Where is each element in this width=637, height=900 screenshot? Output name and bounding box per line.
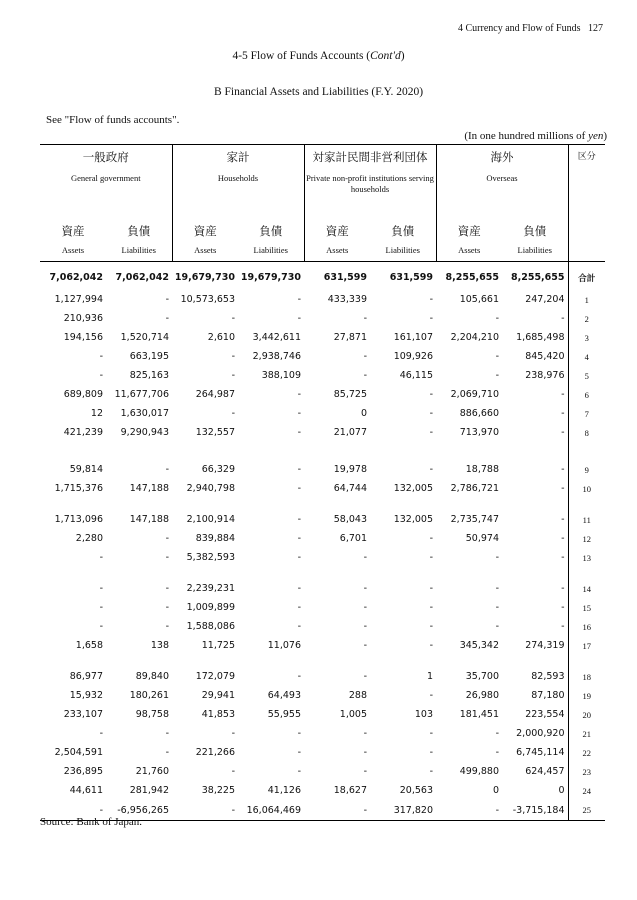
source-note: Source: Bank of Japan.	[40, 816, 143, 828]
table-cell: -	[297, 728, 301, 739]
table-cell: 689,809	[63, 389, 103, 400]
table-cell: 41,126	[267, 785, 301, 796]
table-cell: 89,840	[135, 671, 169, 682]
table-cell: -	[165, 294, 169, 305]
table-cell: 288	[348, 690, 367, 701]
table-row	[40, 617, 605, 636]
table-cell: -	[297, 483, 301, 494]
liab-jp: 負債	[391, 226, 415, 238]
table-cell: 1,630,017	[120, 408, 169, 419]
liab-en: Liabilities	[385, 245, 420, 255]
table-cell: -	[297, 427, 301, 438]
table-cell: 44,611	[69, 785, 103, 796]
row-key: 16	[568, 617, 605, 636]
row-key: 24	[568, 781, 605, 800]
table-cell: -	[297, 389, 301, 400]
table-cell: -	[297, 514, 301, 525]
row-key: 22	[568, 743, 605, 762]
table-cell: 839,884	[195, 533, 235, 544]
table-cell: -	[297, 552, 301, 563]
table-cell: 172,079	[195, 671, 235, 682]
table-cell: 109,926	[393, 351, 433, 362]
table-cell: 85,725	[333, 389, 367, 400]
row-key: 23	[568, 762, 605, 781]
assets-en: Assets	[436, 239, 502, 262]
table-cell: -	[429, 294, 433, 305]
row-key: 7	[568, 404, 605, 423]
row-key: 11	[568, 498, 605, 529]
table-cell: -	[561, 621, 565, 632]
table-row	[40, 423, 605, 442]
assets-en: Assets	[172, 239, 238, 262]
table-cell: 18,627	[333, 785, 367, 796]
table-cell: -	[363, 552, 367, 563]
table-cell: 1,005	[339, 709, 367, 720]
table-cell: -	[297, 583, 301, 594]
table-cell: 18,788	[465, 464, 499, 475]
flow-of-funds-table	[40, 144, 605, 821]
group-en-npish: Private non-profit institutions serving households	[304, 167, 436, 219]
table-cell: -	[495, 552, 499, 563]
row-key: 14	[568, 567, 605, 598]
group-en-overseas: Overseas	[436, 167, 568, 219]
table-row	[40, 655, 605, 686]
table-cell: 236,895	[63, 766, 103, 777]
row-key: 2	[568, 309, 605, 328]
table-cell: 20,563	[399, 785, 433, 796]
table-cell: 2,239,231	[186, 583, 235, 594]
table-cell: 10,573,653	[180, 294, 235, 305]
table-row	[40, 705, 605, 724]
table-cell: -	[297, 313, 301, 324]
table-cell: 19,978	[333, 464, 367, 475]
liab-en: Liabilities	[253, 245, 288, 255]
table-row	[40, 781, 605, 800]
table-cell: 98,758	[135, 709, 169, 720]
table-cell: 9,290,943	[120, 427, 169, 438]
table-row	[40, 404, 605, 423]
table-cell: 2,204,210	[450, 332, 499, 343]
table-cell: -	[363, 602, 367, 613]
row-key: 19	[568, 686, 605, 705]
table-cell: 317,820	[370, 800, 436, 821]
table-row	[40, 724, 605, 743]
row-key: 21	[568, 724, 605, 743]
table-cell: 15,932	[69, 690, 103, 701]
table-cell: -	[363, 640, 367, 651]
table-cell: -	[99, 621, 103, 632]
liab-jp: 負債	[127, 226, 151, 238]
table-cell: 1,713,096	[54, 514, 103, 525]
table-cell: 87,180	[531, 690, 565, 701]
table-cell: 631,599	[323, 272, 367, 283]
table-cell: 1,658	[75, 640, 103, 651]
table-cell: 1,127,994	[54, 294, 103, 305]
table-cell: -	[429, 747, 433, 758]
table-cell: 1,588,086	[186, 621, 235, 632]
table-cell: 247,204	[525, 294, 565, 305]
assets-jp: 資産	[172, 219, 238, 239]
table-cell: 21,760	[135, 766, 169, 777]
table-cell: -	[363, 728, 367, 739]
table-cell: 50,974	[465, 533, 499, 544]
see-note: See "Flow of funds accounts".	[46, 114, 180, 126]
table-subtitle: B Financial Assets and Liabilities (F.Y. 2020)	[213, 86, 424, 98]
table-cell: 0	[492, 785, 499, 796]
table-cell: -	[429, 313, 433, 324]
table-cell: -	[363, 671, 367, 682]
table-cell: -	[165, 552, 169, 563]
table-row	[40, 479, 605, 498]
table-row	[40, 290, 605, 309]
table-cell: 86,977	[69, 671, 103, 682]
table-cell: 1,009,899	[186, 602, 235, 613]
table-cell: -	[495, 621, 499, 632]
table-cell: -	[231, 766, 235, 777]
table-body	[40, 262, 605, 821]
running-header	[458, 23, 603, 34]
table-cell: -	[429, 533, 433, 544]
page-number: 127	[588, 23, 603, 34]
table-cell: -	[561, 514, 565, 525]
row-key: 3	[568, 328, 605, 347]
table-cell: -	[297, 408, 301, 419]
table-cell: 29,941	[201, 690, 235, 701]
table-cell: -3,715,184	[502, 800, 568, 821]
table-cell: 11,076	[267, 640, 301, 651]
table-cell: 421,239	[63, 427, 103, 438]
group-en-households: Households	[172, 167, 304, 219]
table-cell: -	[297, 533, 301, 544]
table-cell: 1,685,498	[516, 332, 565, 343]
table-cell: -	[231, 728, 235, 739]
table-cell: 388,109	[261, 370, 301, 381]
table-cell: -	[561, 389, 565, 400]
table-cell: 11,725	[201, 640, 235, 651]
row-key: 20	[568, 705, 605, 724]
table-row	[40, 686, 605, 705]
table-cell: 12	[90, 408, 103, 419]
table-cell: 1,520,714	[120, 332, 169, 343]
table-cell: -	[561, 533, 565, 544]
liab-jp: 負債	[523, 226, 547, 238]
table-cell: 19,679,730	[240, 272, 301, 283]
row-key: 13	[568, 548, 605, 567]
table-cell: -	[429, 552, 433, 563]
table-cell: 2,280	[75, 533, 103, 544]
row-key: 6	[568, 385, 605, 404]
table-cell: 132,005	[393, 483, 433, 494]
table-cell: 2,938,746	[252, 351, 301, 362]
table-row	[40, 385, 605, 404]
table-row	[40, 762, 605, 781]
row-key: 15	[568, 598, 605, 617]
table-cell: -	[165, 602, 169, 613]
table-cell: 631,599	[389, 272, 433, 283]
group-en-general-government: General government	[70, 173, 141, 183]
table-cell: 16,064,469	[238, 800, 304, 821]
table-cell: 82,593	[531, 671, 565, 682]
table-cell: 132,005	[393, 514, 433, 525]
table-cell: 1,715,376	[54, 483, 103, 494]
table-cell: 6,745,114	[516, 747, 565, 758]
table-row	[40, 309, 605, 328]
table-cell: -	[429, 690, 433, 701]
table-cell: 238,976	[525, 370, 565, 381]
table-cell: 2,504,591	[54, 747, 103, 758]
table-cell: -	[429, 427, 433, 438]
table-cell: -	[363, 370, 367, 381]
table-cell: 825,163	[129, 370, 169, 381]
table-cell: 66,329	[201, 464, 235, 475]
table-cell: -	[561, 408, 565, 419]
table-cell: 663,195	[129, 351, 169, 362]
table-cell: 38,225	[201, 785, 235, 796]
table-cell: -	[165, 533, 169, 544]
table-cell: 2,735,747	[450, 514, 499, 525]
table-cell: 181,451	[459, 709, 499, 720]
table-cell: -	[99, 728, 103, 739]
table-cell: -	[429, 728, 433, 739]
table-cell: 55,955	[267, 709, 301, 720]
table-cell: 3,442,611	[252, 332, 301, 343]
table-cell: 7,062,042	[115, 272, 169, 283]
table-cell: 26,980	[465, 690, 499, 701]
assets-jp: 資産	[61, 226, 85, 238]
unit-note: (In one hundred millions of yen)	[464, 130, 607, 142]
assets-en: Assets	[304, 239, 370, 262]
table-cell: 161,107	[393, 332, 433, 343]
table-cell: -	[297, 766, 301, 777]
table-cell: 180,261	[129, 690, 169, 701]
liab-jp: 負債	[259, 226, 283, 238]
table-cell: -	[561, 464, 565, 475]
kubun-header: 区分	[568, 145, 605, 262]
table-cell: -	[429, 464, 433, 475]
table-cell: 21,077	[333, 427, 367, 438]
table-cell: 274,319	[525, 640, 565, 651]
group-jp-overseas: 海外	[436, 145, 568, 168]
row-key: 10	[568, 479, 605, 498]
table-cell: -	[172, 800, 238, 821]
table-row	[40, 529, 605, 548]
table-cell: -	[297, 602, 301, 613]
table-cell: 41,853	[201, 709, 235, 720]
table-cell: -	[429, 602, 433, 613]
table-cell: -	[495, 313, 499, 324]
table-cell: 345,342	[459, 640, 499, 651]
row-key: 4	[568, 347, 605, 366]
table-cell: -	[495, 602, 499, 613]
table-row	[40, 548, 605, 567]
table-cell: 46,115	[399, 370, 433, 381]
table-cell: -	[429, 389, 433, 400]
row-key: 5	[568, 366, 605, 385]
table-cell: -	[363, 747, 367, 758]
table-cell: 64,493	[267, 690, 301, 701]
table-cell: 5,382,593	[186, 552, 235, 563]
chapter-label: 4 Currency and Flow of Funds	[458, 23, 581, 34]
table-cell: 105,661	[459, 294, 499, 305]
table-cell: 233,107	[63, 709, 103, 720]
table-cell: -	[165, 313, 169, 324]
table-cell: -	[561, 313, 565, 324]
table-cell: -	[495, 747, 499, 758]
table-row	[40, 262, 605, 291]
table-cell: -	[99, 552, 103, 563]
table-cell: 433,339	[327, 294, 367, 305]
liab-en: Liabilities	[517, 245, 552, 255]
table-cell: 0	[360, 408, 367, 419]
table-cell: 7,062,042	[49, 272, 103, 283]
table-cell: -	[363, 766, 367, 777]
table-cell: 19,679,730	[174, 272, 235, 283]
table-cell: 138	[150, 640, 169, 651]
row-key: 17	[568, 636, 605, 655]
table-cell: 0	[558, 785, 565, 796]
table-cell: 2,610	[207, 332, 235, 343]
table-cell: 59,814	[69, 464, 103, 475]
table-cell: -	[495, 351, 499, 362]
table-cell: -	[231, 370, 235, 381]
table-row	[40, 598, 605, 617]
table-cell: 64,744	[333, 483, 367, 494]
table-cell: -	[429, 621, 433, 632]
table-cell: -	[297, 464, 301, 475]
table-cell: 1	[426, 671, 433, 682]
table-cell: 499,880	[459, 766, 499, 777]
table-cell: 845,420	[525, 351, 565, 362]
table-cell: -	[495, 370, 499, 381]
row-key: 25	[568, 800, 605, 821]
table-cell: -	[363, 583, 367, 594]
table-cell: -	[231, 351, 235, 362]
group-jp-general-government: 一般政府	[82, 152, 129, 164]
table-row	[40, 567, 605, 598]
table-cell: 2,069,710	[450, 389, 499, 400]
table-cell: 223,554	[525, 709, 565, 720]
table-row	[40, 743, 605, 762]
table-cell: 2,786,721	[450, 483, 499, 494]
table-row	[40, 328, 605, 347]
table-title: 4-5 Flow of Funds Accounts (Cont'd)	[232, 50, 405, 62]
table-row	[40, 498, 605, 529]
table-cell: 132,557	[195, 427, 235, 438]
table-cell: 58,043	[333, 514, 367, 525]
table-cell: -	[429, 766, 433, 777]
table-cell: -	[436, 800, 502, 821]
table-cell: -6,956,265	[106, 800, 172, 821]
table-cell: -	[363, 351, 367, 362]
table-cell: -	[363, 621, 367, 632]
table-cell: 2,000,920	[516, 728, 565, 739]
group-jp-npish: 対家計民間非営利団体	[304, 145, 436, 168]
table-cell: -	[99, 583, 103, 594]
table-row	[40, 636, 605, 655]
row-key: 9	[568, 442, 605, 479]
row-key: 1	[568, 290, 605, 309]
row-key: 12	[568, 529, 605, 548]
table-cell: -	[165, 621, 169, 632]
table-cell: 8,255,655	[445, 272, 499, 283]
table-row	[40, 347, 605, 366]
table-cell: -	[99, 351, 103, 362]
table-cell: -	[561, 552, 565, 563]
table-cell: 264,987	[195, 389, 235, 400]
table-cell: 2,940,798	[186, 483, 235, 494]
table-cell: 103	[414, 709, 433, 720]
table-cell: 11,677,706	[114, 389, 169, 400]
table-cell: -	[40, 800, 106, 821]
table-cell: -	[297, 294, 301, 305]
table-cell: -	[99, 602, 103, 613]
table-cell: 27,871	[333, 332, 367, 343]
table-row	[40, 442, 605, 479]
table-cell: 194,156	[63, 332, 103, 343]
table-cell: -	[561, 583, 565, 594]
table-cell: 8,255,655	[511, 272, 565, 283]
assets-en: Assets	[61, 245, 85, 255]
table-cell: -	[297, 747, 301, 758]
table-cell: 210,936	[63, 313, 103, 324]
table-cell: -	[429, 583, 433, 594]
table-cell: -	[561, 483, 565, 494]
table-cell: -	[297, 621, 301, 632]
table-cell: 2,100,914	[186, 514, 235, 525]
table-cell: -	[165, 464, 169, 475]
table-cell: -	[495, 728, 499, 739]
table-row	[40, 366, 605, 385]
table-cell: -	[231, 313, 235, 324]
table-cell: 281,942	[129, 785, 169, 796]
table-cell: 147,188	[129, 514, 169, 525]
table-cell: 147,188	[129, 483, 169, 494]
table-cell: -	[304, 800, 370, 821]
assets-jp: 資産	[436, 219, 502, 239]
table-cell: 713,970	[459, 427, 499, 438]
table-cell: -	[165, 728, 169, 739]
table-cell: -	[561, 602, 565, 613]
group-jp-households: 家計	[172, 145, 304, 168]
table-cell: -	[165, 583, 169, 594]
table-cell: -	[297, 671, 301, 682]
row-key: 18	[568, 655, 605, 686]
table-cell: -	[429, 640, 433, 651]
table-cell: 6,701	[339, 533, 367, 544]
table-cell: -	[231, 408, 235, 419]
liab-en: Liabilities	[121, 245, 156, 255]
table-cell: -	[495, 583, 499, 594]
table-cell: -	[363, 313, 367, 324]
table-cell: 221,266	[195, 747, 235, 758]
table-cell: 35,700	[465, 671, 499, 682]
row-key: 合計	[568, 262, 605, 291]
row-key: 8	[568, 423, 605, 442]
table-cell: -	[561, 427, 565, 438]
table-cell: 624,457	[525, 766, 565, 777]
table-cell: 886,660	[459, 408, 499, 419]
table-cell: -	[165, 747, 169, 758]
assets-jp: 資産	[304, 219, 370, 239]
table-cell: -	[429, 408, 433, 419]
table-cell: -	[99, 370, 103, 381]
